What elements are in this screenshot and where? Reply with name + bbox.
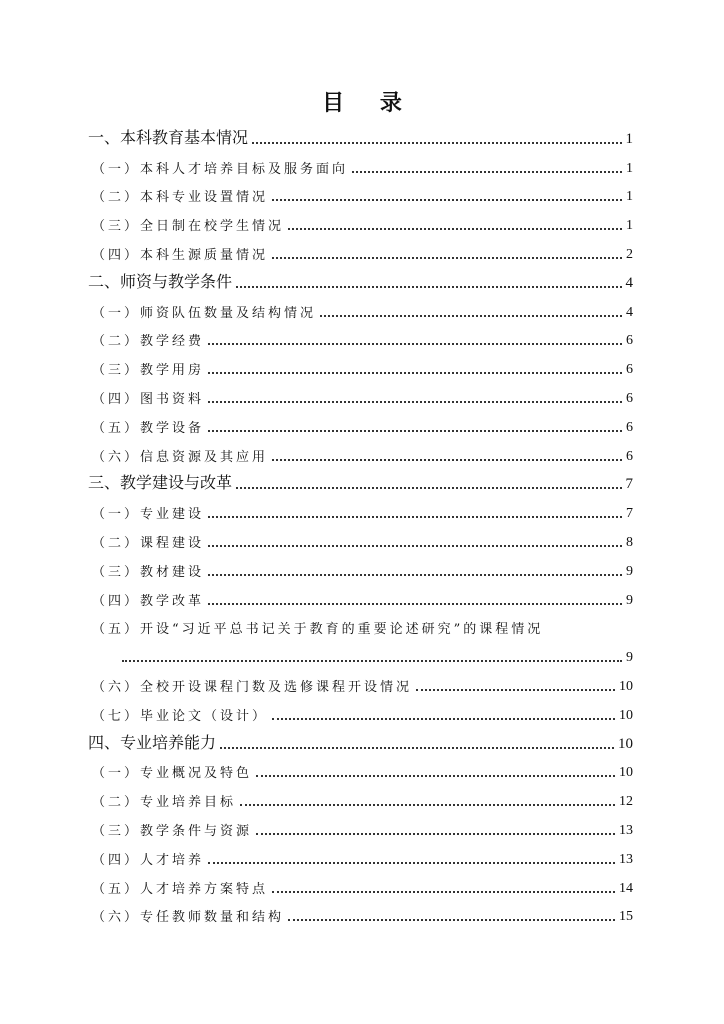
toc-entry-page: 4: [626, 304, 633, 320]
toc-entry-text: （五）人才培养方案特点: [92, 881, 269, 897]
toc-entry-page: 12: [619, 794, 633, 810]
dot-leader: [416, 689, 615, 691]
toc-entry-text: （四）教学改革: [92, 593, 205, 609]
dot-leader: [272, 459, 622, 461]
dot-leader: [208, 516, 622, 518]
toc-entry-text: （三）全日制在校学生情况: [92, 219, 285, 235]
toc-entry-text: （一）本科人才培养目标及服务面向: [92, 161, 349, 177]
toc-entry-text: （二）教学经费: [92, 334, 205, 350]
toc-entry-continuation[interactable]: [118, 641, 633, 670]
toc-entry-text: （一）专业建设: [92, 507, 205, 523]
toc-entry-page: 13: [619, 851, 633, 867]
dot-leader: [208, 430, 622, 432]
toc-entry-page: 7: [626, 506, 633, 522]
dot-leader: [252, 142, 621, 144]
toc-entry-text: （二）本科专业设置情况: [92, 190, 269, 206]
dot-leader: [272, 199, 622, 201]
toc-entry[interactable]: [92, 296, 633, 325]
dot-leader: [240, 804, 615, 806]
toc-entry-text: （五）教学设备: [92, 420, 205, 436]
toc-entry-page: 1: [626, 189, 633, 205]
toc-entry[interactable]: [92, 814, 633, 843]
dot-leader: [352, 171, 622, 173]
dot-leader: [288, 228, 622, 230]
toc-entry[interactable]: [92, 555, 633, 584]
toc-entry-page: 10: [619, 765, 633, 781]
toc-entry-page: 13: [619, 822, 633, 838]
toc-entry[interactable]: [92, 440, 633, 469]
toc-entry[interactable]: [92, 757, 633, 786]
toc-entry[interactable]: [92, 785, 633, 814]
toc-entry-text: 四、专业培养能力: [88, 732, 217, 752]
toc-entry[interactable]: [92, 152, 633, 181]
toc-entry-text: （六）信息资源及其应用: [92, 449, 269, 465]
toc-entry[interactable]: [92, 497, 633, 526]
toc-entry-page: 10: [618, 735, 633, 752]
toc-entry[interactable]: [92, 872, 633, 901]
toc-entry-page: 6: [626, 362, 633, 378]
dot-leader: [122, 660, 622, 662]
toc-entry-text: （一）专业概况及特色: [92, 766, 253, 782]
toc-entry-page: 4: [625, 274, 633, 291]
toc-entry-text: （四）图书资料: [92, 391, 205, 407]
dot-leader: [256, 833, 615, 835]
toc-entry-text: 二、师资与教学条件: [88, 271, 233, 291]
dot-leader: [208, 603, 622, 605]
dot-leader: [208, 862, 615, 864]
toc-entry-page: 15: [619, 909, 633, 925]
dot-leader: [272, 718, 615, 720]
toc-entry-page: 6: [626, 448, 633, 464]
toc-list: [0, 123, 724, 929]
toc-entry[interactable]: [92, 843, 633, 872]
toc-entry-text: （四）本科生源质量情况: [92, 247, 269, 263]
toc-entry-page: 2: [626, 246, 633, 262]
toc-entry-text: （三）教学条件与资源: [92, 823, 253, 839]
toc-entry-text: 三、教学建设与改革: [88, 473, 233, 493]
toc-entry-text: （七）毕业论文（设计）: [92, 708, 269, 724]
toc-entry-page: 6: [626, 390, 633, 406]
toc-entry[interactable]: [92, 901, 633, 930]
toc-entry-text: （一）师资队伍数量及结构情况: [92, 305, 317, 321]
dot-leader: [320, 315, 622, 317]
toc-entry-page: 10: [619, 707, 633, 723]
dot-leader: [256, 775, 615, 777]
toc-entry[interactable]: [92, 699, 633, 728]
toc-entry[interactable]: [88, 267, 633, 296]
toc-entry-text: （六）全校开设课程门数及选修课程开设情况: [92, 679, 413, 695]
toc-entry[interactable]: [92, 353, 633, 382]
toc-entry-text: （二）课程建设: [92, 535, 205, 551]
toc-entry-text: （四）人才培养: [92, 852, 205, 868]
toc-entry-page: 1: [625, 130, 633, 147]
toc-title: 目 录: [322, 91, 416, 116]
toc-entry-page: 9: [626, 563, 633, 579]
dot-leader: [236, 487, 621, 489]
dot-leader: [288, 919, 615, 921]
toc-entry-text: （六）专任教师数量和结构: [92, 910, 285, 926]
toc-entry-text: （五）开设“习近平总书记关于教育的重要论述研究”的课程情况: [92, 622, 544, 638]
dot-leader: [208, 343, 622, 345]
toc-entry-page: 7: [625, 476, 633, 493]
toc-entry[interactable]: [88, 469, 633, 498]
dot-leader: [272, 257, 622, 259]
toc-entry[interactable]: [92, 209, 633, 238]
toc-entry[interactable]: [88, 123, 633, 152]
dot-leader: [208, 401, 622, 403]
toc-entry-page: 14: [619, 880, 633, 896]
toc-entry[interactable]: [88, 728, 633, 757]
toc-entry-page: 9: [626, 650, 633, 666]
toc-entry[interactable]: [92, 411, 633, 440]
toc-entry[interactable]: [92, 584, 633, 613]
toc-entry[interactable]: [92, 382, 633, 411]
toc-entry-text: （三）教学用房: [92, 363, 205, 379]
toc-entry-page: 1: [626, 160, 633, 176]
toc-entry-text: （三）教材建设: [92, 564, 205, 580]
dot-leader: [208, 372, 622, 374]
toc-entry[interactable]: [92, 238, 633, 267]
dot-leader: [236, 286, 621, 288]
toc-entry[interactable]: [92, 325, 633, 354]
dot-leader: [208, 545, 622, 547]
toc-entry[interactable]: [92, 526, 633, 555]
toc-entry[interactable]: [92, 181, 633, 210]
toc-entry-page: 1: [626, 218, 633, 234]
toc-entry-page: 9: [626, 592, 633, 608]
dot-leader: [272, 891, 615, 893]
toc-entry-page: 6: [626, 419, 633, 435]
toc-entry-page: 6: [626, 333, 633, 349]
dot-leader: [220, 747, 614, 749]
toc-entry-page: 10: [619, 678, 633, 694]
toc-entry-page: 8: [626, 534, 633, 550]
toc-entry-text: （二）专业培养目标: [92, 795, 237, 811]
toc-entry[interactable]: [92, 670, 633, 699]
dot-leader: [208, 574, 622, 576]
toc-entry-text: 一、本科教育基本情况: [88, 127, 249, 147]
toc-entry[interactable]: [92, 613, 633, 642]
